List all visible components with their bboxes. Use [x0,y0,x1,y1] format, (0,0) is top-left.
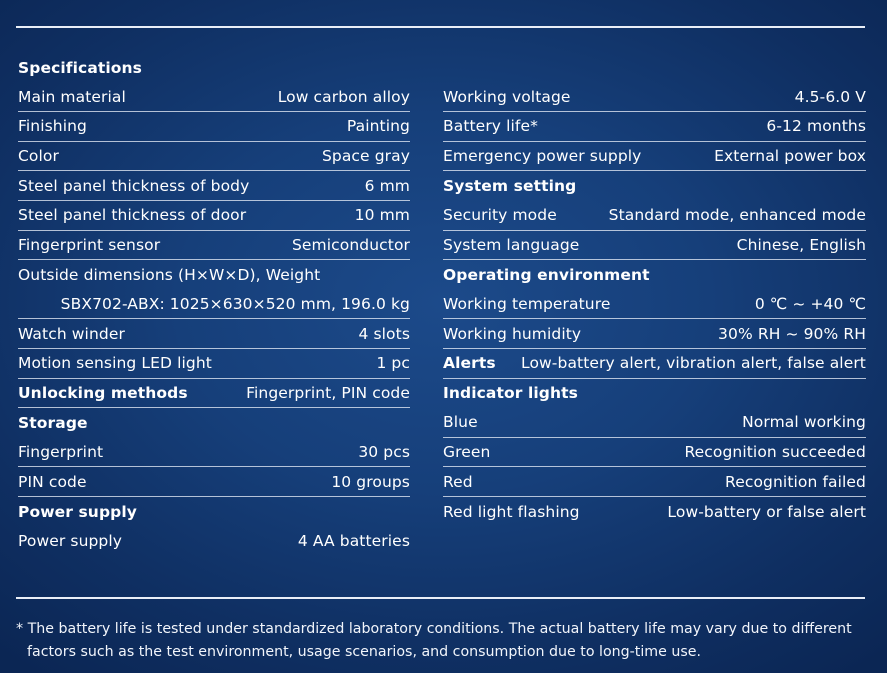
spec-label: Red [443,472,473,491]
power-supply-heading: Power supply [18,502,137,521]
bottom-divider [16,597,865,599]
system-setting-heading: System setting [443,177,577,196]
spec-value: Chinese, English [736,235,866,254]
spec-label: Finishing [18,117,87,136]
spec-value: 0 ℃ ~ +40 ℃ [754,295,866,314]
spec-label: Working humidity [443,324,582,343]
spec-label: Watch winder [18,324,125,343]
spec-value: 6 mm [364,176,410,195]
spec-row-green [443,438,866,468]
spec-value: Normal working [742,413,866,432]
spec-label: System language [443,235,580,254]
spec-label: PIN code [18,472,87,491]
spec-label: Outside dimensions (H×W×D), Weight [18,265,321,284]
spec-label: Working voltage [443,87,571,106]
spec-label: Unlocking methods [18,383,188,402]
spec-label: Fingerprint sensor [18,235,161,254]
spec-row-alerts [443,349,866,379]
spec-value: 4 slots [358,324,410,343]
spec-label: Color [18,147,59,166]
spec-label: Working temperature [443,295,611,314]
spec-label: Battery life* [443,117,538,136]
spec-value: Fingerprint, PIN code [246,383,410,402]
spec-label: Red light flashing [443,502,580,521]
spec-value: Semiconductor [291,235,410,254]
spec-row-red-flashing [443,497,866,527]
spec-row-main-material [18,83,410,113]
spec-row-working-temperature [443,290,866,320]
operating-environment-heading: Operating environment [443,265,650,284]
spec-row-dimensions-value [18,290,410,320]
spec-value: Low-battery alert, vibration alert, false alert [520,354,866,373]
battery-footnote [16,618,876,664]
spec-row-dimensions-label [18,260,410,290]
spec-value: 10 mm [354,206,410,225]
spec-row-door-thickness [18,201,410,231]
indicator-lights-heading: Indicator lights [443,384,578,403]
spec-row-working-humidity [443,319,866,349]
spec-value: 30% RH ~ 90% RH [718,324,866,343]
spec-label: Main material [18,87,126,106]
spec-value: Recognition succeeded [684,443,866,462]
footnote-line-2: factors such as the test environment, usage scenarios, and consumption due to long-time use. [27,644,701,660]
spec-row-power-supply [18,527,410,557]
spec-row-blue [443,408,866,438]
spec-value: 10 groups [331,472,410,491]
spec-value: Low-battery or false alert [667,502,866,521]
spec-row-fingerprint-sensor [18,231,410,261]
spec-value: 4 AA batteries [297,532,410,551]
spec-row-fingerprint [18,438,410,468]
spec-row-red [443,467,866,497]
spec-label: Fingerprint [18,443,104,462]
spec-label: Blue [443,413,478,432]
spec-value: Space gray [321,147,410,166]
spec-value: 1 pc [376,354,410,373]
footnote-line-1: * The battery life is tested under standardized laboratory conditions. The actual battery life may vary due to different [16,621,852,637]
spec-value: Recognition failed [725,472,866,491]
spec-row-security-mode [443,201,866,231]
spec-value: Low carbon alloy [277,87,410,106]
spec-label: Steel panel thickness of door [18,206,247,225]
spec-row-system-language [443,231,866,261]
spec-label: Steel panel thickness of body [18,176,250,195]
spec-row-emergency-power [443,142,866,172]
top-divider [16,26,865,28]
spec-row-color [18,142,410,172]
spec-row-working-voltage [443,83,866,113]
spec-label: Emergency power supply [443,147,642,166]
spec-label: Power supply [18,532,123,551]
spec-row-battery-life [443,112,866,142]
spec-value: SBX702-ABX: 1025×630×520 mm, 196.0 kg [60,295,410,314]
spec-value: 30 pcs [358,443,410,462]
spec-label: Motion sensing LED light [18,354,212,373]
spec-row-pin-code [18,467,410,497]
storage-heading: Storage [18,413,88,432]
spec-column-right [443,83,866,527]
spec-row-led-light [18,349,410,379]
spec-row-finishing [18,112,410,142]
spec-row-watch-winder [18,319,410,349]
spec-value: Standard mode, enhanced mode [608,206,866,225]
spec-row-body-thickness [18,171,410,201]
spec-label: Security mode [443,206,557,225]
spec-value: External power box [714,147,866,166]
spec-value: 6-12 months [766,117,866,136]
spec-value: Painting [346,117,410,136]
spec-label: Green [443,443,491,462]
spec-label: Alerts [443,354,496,373]
specifications-heading: Specifications [18,58,143,77]
spec-column-left [18,53,410,556]
spec-value: 4.5-6.0 V [794,87,866,106]
spec-row-unlocking-methods [18,379,410,409]
